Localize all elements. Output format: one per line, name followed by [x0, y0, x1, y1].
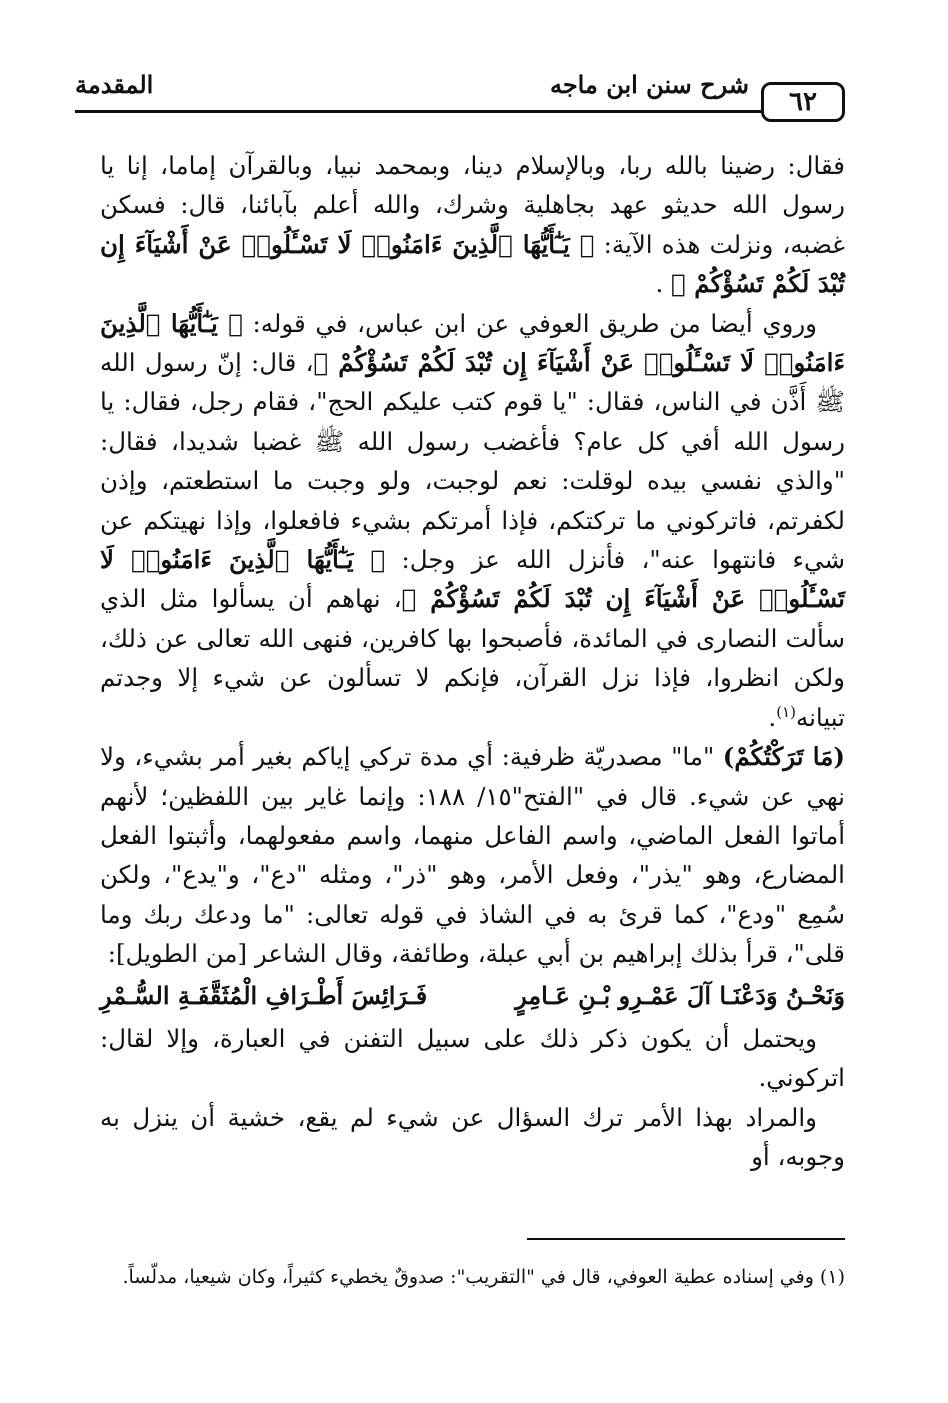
header-divider: [75, 110, 805, 113]
paragraph-4: ويحتمل أن يكون ذكر ذلك على سبيل التفنن في العبارة، وإلا لقال: اتركوني.: [100, 1023, 845, 1093]
paragraph-2-end: .: [768, 702, 777, 732]
main-text: [100, 146, 845, 1177]
quran-verse-3: ﴿ يَـٰٓأَيُّهَا ٱلَّذِينَ ءَامَنُوا۟ لَا تَسْـَٔلُوا۟ عَنْ أَشْيَآءَ إِن تُبْدَ لَكُمْ تَسُؤْكُمْ ﴾: [100, 545, 845, 614]
paragraph-2: [100, 304, 845, 737]
verse-second-hemistich: فَـرَائِسَ أَطْـرَافِ الْمُثَقَّفَـةِ السُّـمْرِ: [100, 980, 428, 1010]
footnote: (١) وفي إسناده عطية العوفي، قال في "التقريب": صدوقٌ يخطيء كثيراً، وكان شيعيا، مدلّساً.: [122, 1266, 845, 1288]
paragraph-1-end: .: [655, 269, 672, 299]
paragraph-3-text: "ما" مصدريّة ظرفية: أي مدة تركي إياكم بغير أمر بشيء، ولا نهي عن شيء. قال في "الفتح"١٥/ ١٨٨: وإنما غاير بين اللفظين؛ لأنهم أماتوا الفعل الماضي، واسم الفاعل منهما، واسم مفعولهما، وأثبتوا الفعل المضارع، وهو "يذر"، وفعل الأمر، وهو "ذر"، ومثله "دع"، و"يدع"، ولكن سُمِع "ودع"، كما قرئ به في الشاذ في قوله تعالى: "ما ودعك ربك وما قلى"، قرأ بذلك إبراهيم بن أبي عبلة، وطائفة، وقال الشاعر [من الطويل]:: [100, 742, 845, 969]
paragraph-2-text-c: ، نهاهم أن يسألوا مثل الذي سألت النصارى في المائدة، فأصبحوا بها كافرين، فنهى الله تعالى عن ذلك، ولكن انظروا، فإذا نزل القرآن، فإنكم لا تسألون عن شيء إلا وجدتم تبيانه: [100, 584, 845, 732]
page-number: ٦٢: [761, 82, 845, 122]
paragraph-5: والمراد بهذا الأمر ترك السؤال عن شيء لم يقع، خشية أن ينزل به وجوبه، أو: [100, 1102, 845, 1172]
paragraph-2-text-a: وروي أيضا من طريق العوفي عن ابن عباس، في قوله:: [242, 308, 818, 338]
footnote-divider: [527, 1238, 845, 1240]
paragraph-2-text-b: ، قال: إنّ رسول الله ﷺ أَذَّن في الناس، فقال: "يا قوم كتب عليكم الحج"، فقام رجل، فقال: يا رسول الله أفي كل عام؟ فأغضب رسول الله ﷺ غضبا شديدا، فقال: "والذي نفسي بيده لوقلت: نعم لوجبت، ولو وجبت ما استطعتم، وإذن لكفرتم، فاتركوني ما تركتكم، فإذا أمرتكم بشيء فافعلوا، وإذا نهيتكم عن شيء فانتهوا عنه"، فأنزل الله عز وجل:: [100, 348, 845, 575]
footnote-marker: (١): [776, 702, 796, 721]
commented-term: (مَا تَرَكْتُكُمْ): [722, 742, 845, 772]
book-title: شرح سنن ابن ماجه: [549, 70, 749, 99]
quran-verse-1: ﴿ يَـٰٓأَيُّهَا ٱلَّذِينَ ءَامَنُوا۟ لَا تَسْـَٔلُوا۟ عَنْ أَشْيَآءَ إِن تُبْدَ لَكُمْ تَسُؤْكُمْ ﴾: [100, 229, 845, 299]
page-header: [75, 68, 845, 126]
paragraph-1-text: فقال: رضينا بالله ربا، وبالإسلام دينا، وبمحمد نبيا، وبالقرآن إماما، إنا يا رسول الله حديثو عهد بجاهلية وشرك، والله أعلم بآبائنا، قال: فسكن غضبه، ونزلت هذه الآية:: [100, 151, 845, 259]
poetry-verse: [100, 976, 845, 1015]
verse-first-hemistich: وَنَحْـنُ وَدَعْنَـا آلَ عَمْـرِو بْـنِ عَـامِرٍ: [515, 980, 845, 1010]
quran-verse-2: ﴿ يَـٰٓأَيُّهَا ٱلَّذِينَ ءَامَنُوا۟ لَا تَسْـَٔلُوا۟ عَنْ أَشْيَآءَ إِن تُبْدَ لَكُمْ تَسُؤْكُمْ ﴾: [100, 308, 845, 378]
paragraph-3: [100, 737, 845, 973]
section-title: المقدمة: [75, 70, 154, 99]
paragraph-1: [100, 146, 845, 304]
